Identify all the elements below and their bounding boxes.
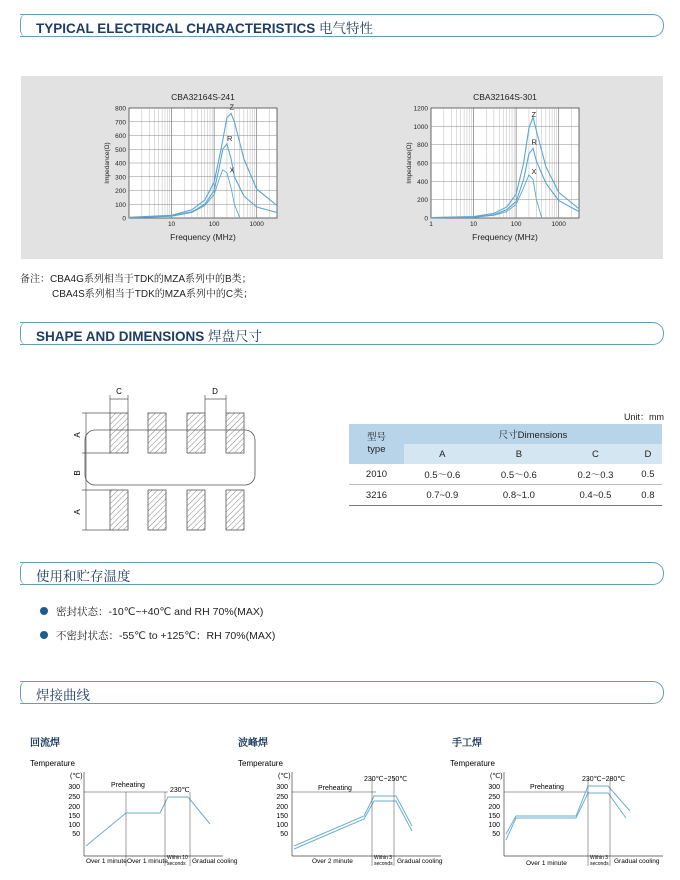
storage-sealed: 密封状态：-10℃~+40℃ and RH 70%(MAX) xyxy=(56,606,264,618)
peak-label: 230℃~250℃ xyxy=(364,776,408,783)
chart-cba32164s-301 xyxy=(406,92,579,242)
svg-text:Gradual cooling: Gradual cooling xyxy=(614,858,660,865)
svg-text:200: 200 xyxy=(276,804,288,811)
table-col-b: B xyxy=(481,444,558,464)
section-header-shape xyxy=(20,322,664,345)
impedance-charts xyxy=(21,76,663,259)
x-tick-label: 1000 xyxy=(551,221,566,228)
y-tick-label: 0 xyxy=(122,215,126,223)
svg-text:250: 250 xyxy=(276,794,288,801)
x-tick-label: 10 xyxy=(167,221,176,228)
y-tick-label: 600 xyxy=(115,133,126,140)
temp-unit: (℃) xyxy=(278,773,291,780)
note-line-2 xyxy=(52,285,253,300)
bullet-icon xyxy=(40,631,48,639)
note-prefix: 备注： xyxy=(20,274,50,285)
peak-label: 230℃ xyxy=(170,787,190,794)
svg-text:100: 100 xyxy=(488,822,500,829)
x-axis-label: Frequency (MHz) xyxy=(472,232,538,242)
bullet-icon xyxy=(40,607,48,615)
svg-text:Over 1 minute: Over 1 minute xyxy=(526,860,567,867)
phase-label: Preheating xyxy=(530,784,564,791)
temp-unit: (℃) xyxy=(70,773,83,780)
table-col-a: A xyxy=(404,444,481,464)
section-title-shape xyxy=(36,325,262,345)
table-header-type: 型号 type xyxy=(349,424,404,464)
x-axis-label: Frequency (MHz) xyxy=(170,232,236,242)
svg-text:300: 300 xyxy=(276,784,288,791)
x-tick-label: 100 xyxy=(208,221,220,228)
series-label-z: Z xyxy=(229,102,235,112)
x-tick-label: 1 xyxy=(429,221,433,228)
note-line-1 xyxy=(20,270,252,285)
phase-label: Preheating xyxy=(111,782,145,789)
cell-a: 0.7~0.9 xyxy=(426,489,459,501)
series-label-z: Z xyxy=(531,110,537,120)
svg-text:50: 50 xyxy=(72,831,80,838)
temp-axis-label: Temperature xyxy=(238,759,283,768)
y-tick-label: 200 xyxy=(115,188,126,195)
table-unit: Unit：mm xyxy=(624,412,664,422)
reflow-title: 回流焊 xyxy=(30,738,60,749)
wave-profile xyxy=(236,756,451,871)
cell-a: 0.5～0.6 xyxy=(404,464,481,485)
section-title-soldering xyxy=(36,684,90,704)
svg-text:Within 10: Within 10 xyxy=(167,855,188,861)
storage-unsealed: 不密封状态：-55℃ to +125℃：RH 70%(MAX) xyxy=(56,630,276,642)
pads-top xyxy=(110,413,244,453)
x-tick-label: 10 xyxy=(469,221,478,228)
section-title-en: SHAPE AND DIMENSIONS xyxy=(36,329,205,344)
y-tick-label: 400 xyxy=(115,160,126,168)
y-axis-label: Impedance(Ω) xyxy=(104,142,111,184)
series-label-x: X xyxy=(229,165,235,175)
note-text-1: CBA4G系列相当于TDK的MZA系列中的B类； xyxy=(50,274,252,285)
svg-text:200: 200 xyxy=(68,804,80,811)
cell-b: 0.8~1.0 xyxy=(502,489,535,501)
cell-b: 0.5～0.6 xyxy=(481,464,558,485)
cell-type: 3216 xyxy=(365,489,388,501)
section-title-cn: 焊接曲线 xyxy=(36,688,90,703)
temp-unit: (℃) xyxy=(490,773,503,780)
pads-bottom xyxy=(110,490,244,530)
svg-text:100: 100 xyxy=(68,822,80,829)
hand-title: 手工焊 xyxy=(452,738,482,749)
cell-type: 2010 xyxy=(349,464,404,485)
svg-text:Over 1 minute: Over 1 minute xyxy=(127,858,168,865)
table-row xyxy=(349,464,662,485)
dim-label-d: D xyxy=(212,387,218,396)
svg-text:250: 250 xyxy=(68,794,80,801)
y-tick-label: 100 xyxy=(115,201,126,209)
svg-text:Within 3: Within 3 xyxy=(590,855,609,861)
dim-label-c: C xyxy=(116,387,122,396)
x-tick-label: 100 xyxy=(510,221,522,228)
svg-text:seconds: seconds xyxy=(167,861,186,867)
svg-text:Over 2 minute: Over 2 minute xyxy=(312,858,353,865)
series-label-x: X xyxy=(531,167,537,176)
section-title-en: TYPICAL ELECTRICAL CHARACTERISTICS xyxy=(36,21,316,36)
dim-label-a-bottom: A xyxy=(73,509,82,515)
svg-text:seconds: seconds xyxy=(590,861,609,867)
svg-text:Over 1 minute: Over 1 minute xyxy=(86,858,127,865)
reflow-profile xyxy=(28,756,243,871)
section-header-electrical xyxy=(20,14,664,37)
note-text-2: CBA4S系列相当于TDK的MZA系列中的C类； xyxy=(52,289,254,300)
svg-text:50: 50 xyxy=(280,831,288,838)
section-title-cn: 电气特性 xyxy=(319,21,374,36)
svg-text:300: 300 xyxy=(68,784,80,791)
y-tick-label: 200 xyxy=(417,197,428,205)
cell-d: 0.8 xyxy=(641,489,655,501)
section-title-cn: 焊盘尺寸 xyxy=(208,329,263,344)
chart-title: CBA32164S-301 xyxy=(473,92,537,102)
svg-text:150: 150 xyxy=(488,813,500,820)
chart-panel xyxy=(21,76,663,259)
section-header-soldering xyxy=(20,681,664,704)
wave-title: 波峰焊 xyxy=(238,738,268,749)
svg-text:150: 150 xyxy=(276,813,288,820)
cell-d: 0.5 xyxy=(634,464,662,485)
svg-text:100: 100 xyxy=(276,822,288,829)
table-row xyxy=(349,485,662,506)
section-header-storage xyxy=(20,562,664,585)
table-col-c: C xyxy=(557,444,634,464)
dim-label-b: B xyxy=(73,470,82,476)
temp-axis-label: Temperature xyxy=(30,759,75,768)
peak-label: 230℃~280℃ xyxy=(582,776,626,783)
series-label-r: R xyxy=(226,134,233,143)
y-tick-label: 500 xyxy=(115,146,126,154)
svg-text:150: 150 xyxy=(68,813,80,820)
pad-diagram xyxy=(70,385,270,535)
svg-text:seconds: seconds xyxy=(374,861,393,867)
svg-text:250: 250 xyxy=(488,794,500,801)
cell-c: 0.4~0.5 xyxy=(579,489,612,501)
svg-text:300: 300 xyxy=(488,784,500,791)
series-label-r: R xyxy=(531,137,537,147)
dim-label-a-top: A xyxy=(73,432,82,438)
y-tick-label: 600 xyxy=(417,160,428,168)
svg-text:Gradual cooling: Gradual cooling xyxy=(397,858,443,865)
chart-title: CBA32164S-241 xyxy=(171,92,235,102)
temp-axis-label: Temperature xyxy=(450,759,495,768)
y-axis-label: Impedance(Ω) xyxy=(406,142,413,184)
section-title-cn: 使用和贮存温度 xyxy=(36,569,131,584)
y-tick-label: 1200 xyxy=(413,105,428,113)
chart-cba32164s-241 xyxy=(104,92,277,242)
hand-profile xyxy=(448,756,670,871)
section-title-storage xyxy=(36,565,131,585)
y-tick-label: 1000 xyxy=(413,123,428,131)
y-tick-label: 0 xyxy=(424,215,428,223)
svg-text:50: 50 xyxy=(492,831,500,838)
y-tick-label: 400 xyxy=(417,178,428,186)
y-tick-label: 300 xyxy=(115,174,126,182)
svg-text:Gradual cooling: Gradual cooling xyxy=(192,858,238,865)
table-header-dimensions: 尺寸Dimensions xyxy=(404,424,662,444)
y-tick-label: 700 xyxy=(115,119,126,127)
y-tick-label: 800 xyxy=(417,142,428,150)
dimensions-table xyxy=(349,424,662,506)
table-col-d: D xyxy=(634,444,662,464)
phase-label: Preheating xyxy=(318,785,352,792)
svg-text:200: 200 xyxy=(488,804,500,811)
y-tick-label: 800 xyxy=(115,105,126,113)
cell-c: 0.2～0.3 xyxy=(557,464,634,485)
section-title-electrical xyxy=(36,17,373,37)
x-tick-label: 1000 xyxy=(249,221,264,228)
svg-text:Within 3: Within 3 xyxy=(374,855,393,861)
